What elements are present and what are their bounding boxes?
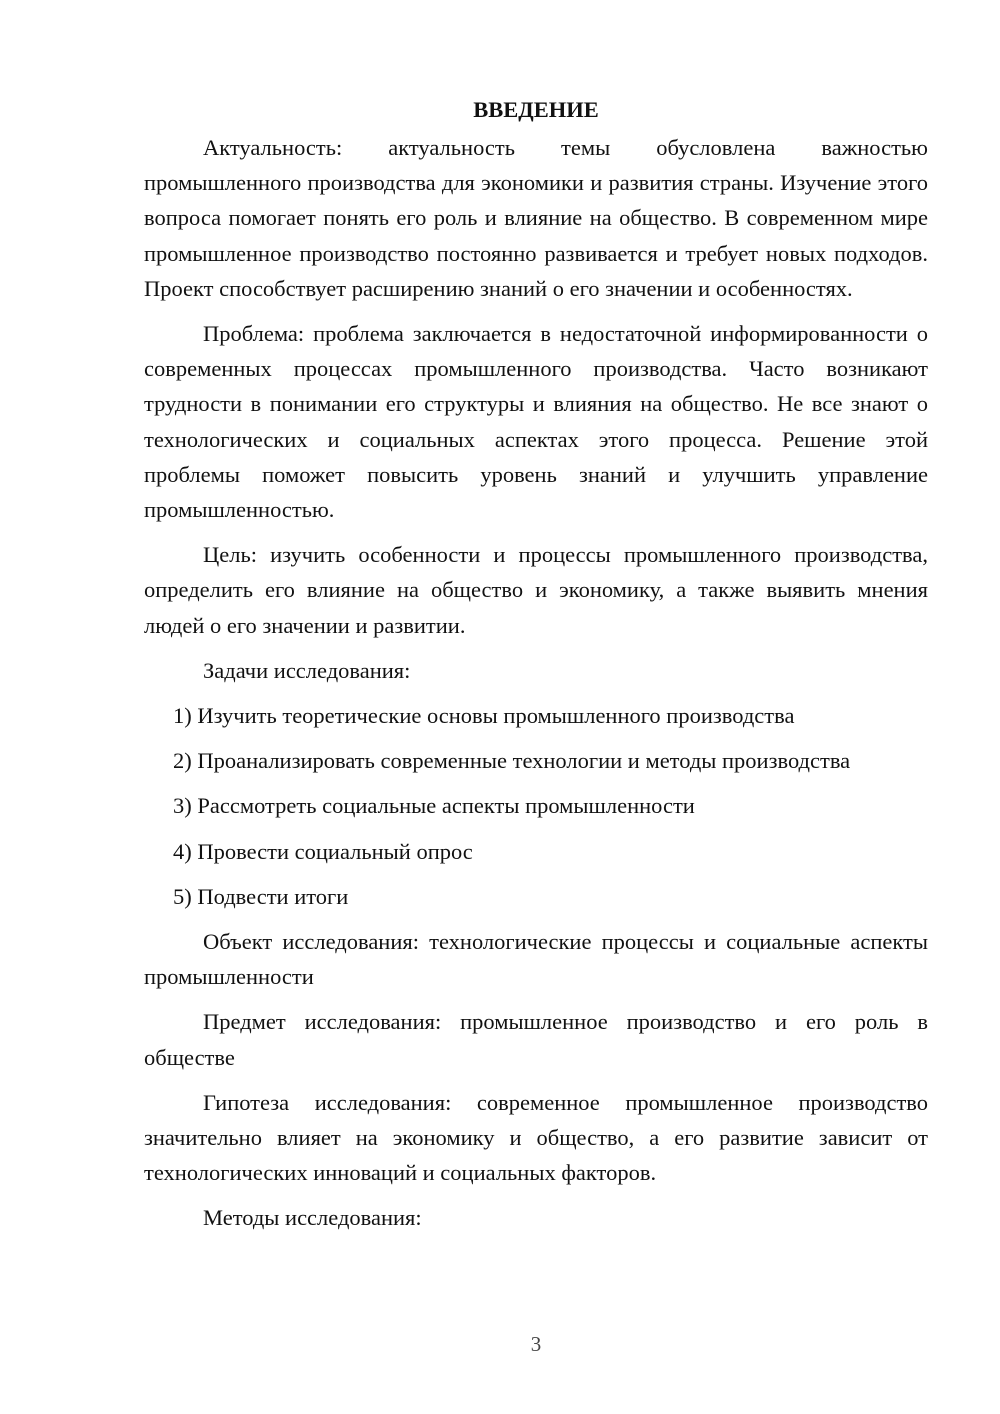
page-number: 3 xyxy=(530,1332,542,1356)
list-item: 5) Подвести итоги xyxy=(173,883,349,909)
list-item: 3) Рассмотреть социальные аспекты промышленности xyxy=(173,793,695,819)
list-item: 4) Провести социальный опрос xyxy=(173,838,473,864)
list-item: 1) Изучить теоретические основы промышленного производства xyxy=(173,703,795,729)
tasks-list xyxy=(144,698,928,914)
problem-paragraph: Проблема: проблема заключается в недостаточной информированности о современных процессах промышленного производства. Часто возникают трудности в понимании его структуры и влияния на общество. Не все знают о технологических и социальных аспектах этого процесса. Решение этой проблемы поможет повысить уровень знаний и улучшить управление промышленностью. xyxy=(144,321,928,523)
hypothesis-paragraph: Гипотеза исследования: современное промышленное производство значительно влияет на экономику и общество, а его развитие зависит от технологических инноваций и социальных факторов. xyxy=(144,1089,928,1186)
relevance-paragraph: Актуальность: актуальность темы обусловлена важностью промышленного производства для экономики и развития страны. Изучение этого вопроса помогает понять его роль и влияние на общество. В современном мире промышленное производство постоянно развивается и требует новых подходов. Проект способствует расширению знаний о его значении и особенностях. xyxy=(144,135,928,301)
page-title: ВВЕДЕНИЕ xyxy=(473,97,599,122)
page-content xyxy=(144,92,928,1246)
object-paragraph: Объект исследования: технологические процессы и социальные аспекты промышленности xyxy=(144,929,928,990)
subject-paragraph: Предмет исследования: промышленное производство и его роль в обществе xyxy=(144,1009,928,1070)
methods-heading: Методы исследования: xyxy=(203,1205,422,1231)
goal-paragraph: Цель: изучить особенности и процессы промышленного производства, определить его влияние на общество и экономику, а также выявить мнения людей о его значении и развитии. xyxy=(144,542,928,638)
list-item: 2) Проанализировать современные технологии и методы производства xyxy=(173,748,851,774)
tasks-heading: Задачи исследования: xyxy=(203,657,411,683)
